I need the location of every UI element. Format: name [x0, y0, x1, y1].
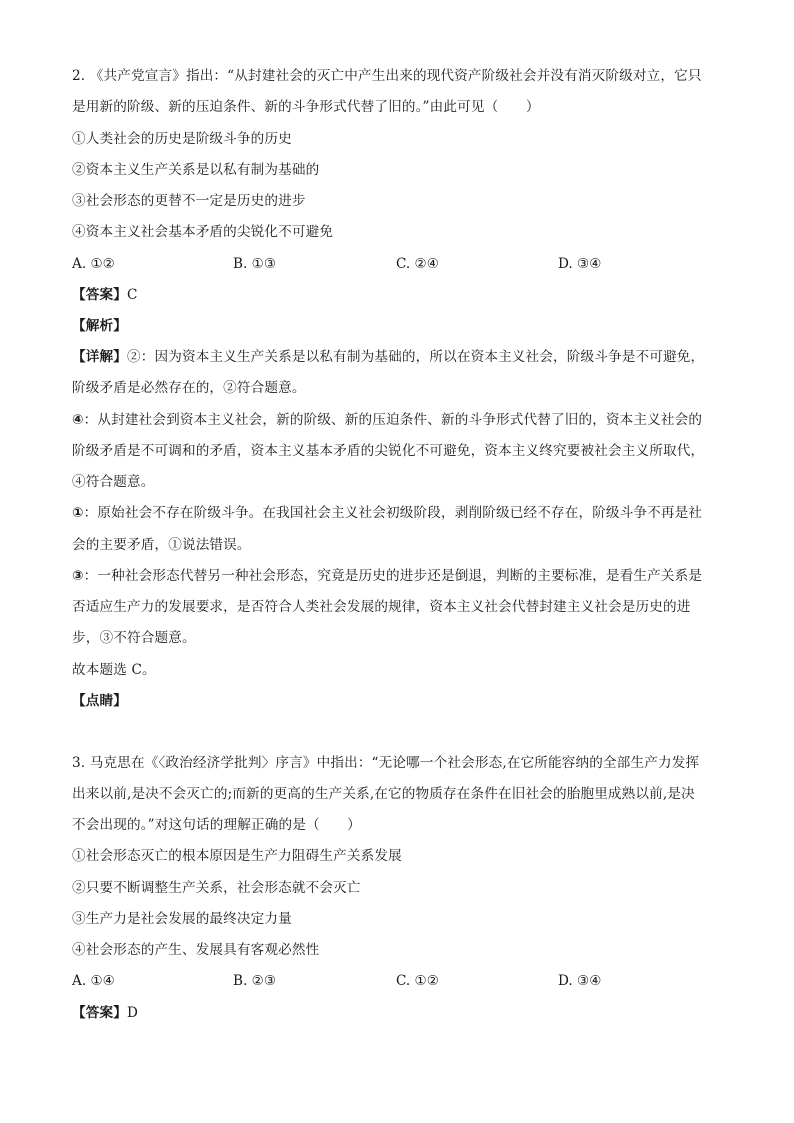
answer-value: D: [126, 1005, 139, 1021]
answer-label: 【答案】: [72, 287, 127, 303]
q2-detail-p1-line-2: 阶级矛盾是必然存在的，②符合题意。: [72, 380, 306, 396]
detail-p3-mark: ①: [72, 505, 84, 521]
q3-item-1: ①社会形态灭亡的根本原因是生产力阻碍生产关系发展: [72, 848, 402, 864]
q2-detail-p3-line-2: 会的主要矛盾，①说法错误。: [72, 537, 251, 553]
q2-stem-line-1: 2. 《共产党宣言》指出：“从封建社会的灭亡中产生出来的现代资产阶级社会并没有消灭阶级对立，它只: [72, 68, 702, 84]
q3-item-3: ③生产力是社会发展的最终决定力量: [72, 911, 292, 927]
detail-p2-mark: ④: [72, 412, 84, 428]
q2-option-b: B. ①③: [233, 256, 277, 272]
q3-answer: [72, 1003, 722, 1023]
detail-p3-text: ：原始社会不存在阶级斗争。在我国社会主义社会初级阶段，剥削阶级已经不存在，阶级斗争不再是社: [83, 505, 703, 521]
answer-value: C: [126, 287, 138, 303]
q2-detail-p4-line-3: 步，③不符合题意。: [72, 630, 196, 646]
q2-conclusion: 故本题选 C。: [72, 662, 156, 678]
q2-detail-p2-line-1: [72, 410, 722, 430]
q3-stem-line-2: 出来以前,是决不会灭亡的;而新的更高的生产关系,在它的物质存在条件在旧社会的胎胞里成熟以前,是决: [72, 786, 695, 802]
q2-option-c: C. ②④: [396, 256, 439, 272]
q2-detail-p2-line-3: ④符合题意。: [72, 474, 155, 490]
q2-comment-heading: [72, 691, 722, 711]
q2-option-d: D. ③④: [558, 256, 602, 272]
q2-option-a: A. ①②: [72, 256, 115, 272]
q3-option-b: B. ②③: [233, 973, 277, 989]
q3-option-d: D. ③④: [558, 973, 602, 989]
detail-p1-text: ②：因为资本主义生产关系是以私有制为基础的，所以在资本主义社会，阶级斗争是不可避免，: [126, 349, 705, 365]
q2-detail-p4-line-1: [72, 566, 722, 586]
answer-label: 【答案】: [72, 1005, 127, 1021]
q2-detail-p1-line-1: [72, 347, 722, 367]
q2-detail-p4-line-2: 否适应生产力的发展要求，是否符合人类社会发展的规律，资本主义社会代替封建主义社会是历史的进: [72, 599, 691, 615]
detail-p2-text: ：从封建社会到资本主义社会，新的阶级、新的压迫条件、新的斗争形式代替了旧的，资本主义社会的: [83, 412, 703, 428]
q3-item-2: ②只要不断调整生产关系，社会形态就不会灭亡: [72, 880, 361, 896]
analysis-label: 【解析】: [72, 318, 127, 334]
q2-item-2: ②资本主义生产关系是以私有制为基础的: [72, 162, 320, 178]
q2-detail-p3-line-1: [72, 503, 722, 523]
q2-analysis-heading: [72, 316, 722, 336]
detail-label: 【详解】: [72, 349, 127, 365]
detail-p4-mark: ③: [72, 568, 84, 584]
q3-option-c: C. ①②: [396, 973, 439, 989]
q2-detail-p2-line-2: 阶级矛盾是不可调和的矛盾，资本主义基本矛盾的尖锐化不可避免，资本主义终究要被社会主义所取代，: [72, 443, 705, 459]
q3-stem-line-1: 3. 马克思在《〈政治经济学批判〉序言》中指出：“无论哪一个社会形态,在它所能容纳的全部生产力发挥: [72, 755, 700, 771]
q3-item-4: ④社会形态的产生、发展具有客观必然性: [72, 942, 320, 958]
q3-option-a: A. ①④: [72, 973, 115, 989]
q2-item-1: ①人类社会的历史是阶级斗争的历史: [72, 131, 292, 147]
q2-stem-line-2: 是用新的阶级、新的压迫条件、新的斗争形式代替了旧的。”由此可见（ ）: [72, 99, 540, 115]
detail-p4-text: ：一种社会形态代替另一种社会形态，究竟是历史的进步还是倒退，判断的主要标准，是看生产关系是: [83, 568, 703, 584]
comment-label: 【点睛】: [72, 693, 127, 709]
q2-item-4: ④资本主义社会基本矛盾的尖锐化不可避免: [72, 224, 334, 240]
q2-item-3: ③社会形态的更替不一定是历史的进步: [72, 193, 306, 209]
q3-stem-line-3: 不会出现的。”对这句话的理解正确的是（ ）: [72, 817, 361, 833]
q2-answer: [72, 285, 722, 305]
